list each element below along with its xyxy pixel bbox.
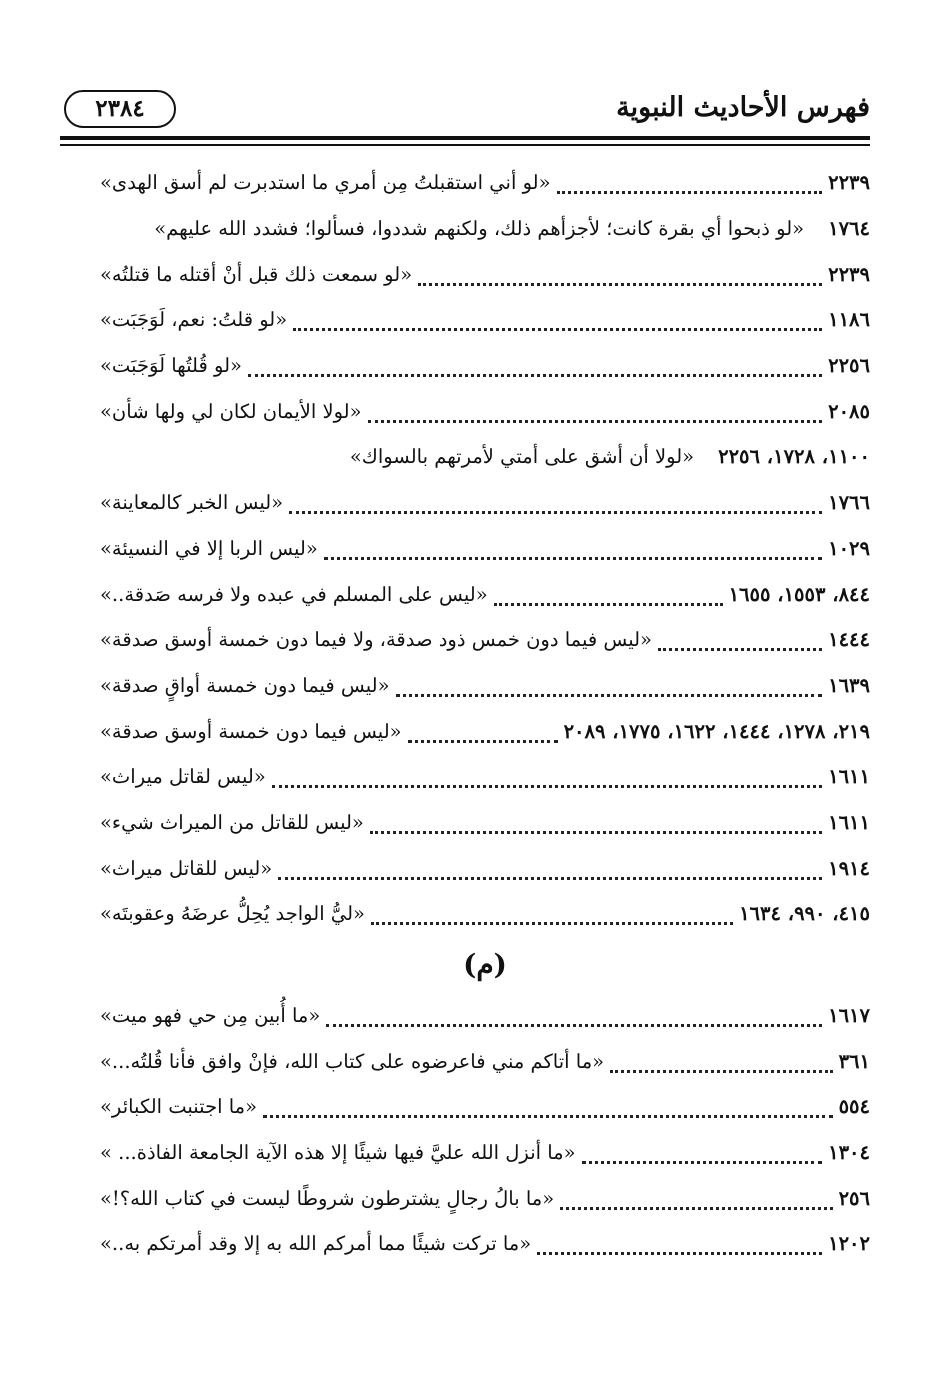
dot-leader bbox=[658, 628, 822, 651]
entry-ref: ١٤٤٤ bbox=[828, 628, 870, 652]
index-entry bbox=[100, 617, 870, 663]
entry-ref: ١٦١٧ bbox=[828, 1004, 870, 1028]
index-entry bbox=[100, 206, 870, 252]
index-entry bbox=[100, 800, 870, 846]
index-entry bbox=[100, 1130, 870, 1176]
dot-leader bbox=[326, 1004, 822, 1027]
dot-leader bbox=[324, 537, 822, 560]
index-entry bbox=[100, 297, 870, 343]
entry-text: «ليس الربا إلا في النسيئة» bbox=[100, 536, 318, 560]
index-entry bbox=[100, 845, 870, 891]
index-entry bbox=[100, 663, 870, 709]
entry-ref: ٥٥٤ bbox=[838, 1095, 870, 1119]
entry-text: «لو سمعت ذلك قبل أنْ أقتله ما قتلتُه» bbox=[100, 262, 413, 286]
entry-text: «لو قلتُ: نعم، لَوَجَبَت» bbox=[100, 308, 288, 332]
index-entry bbox=[100, 1221, 870, 1267]
entry-ref: ٨٤٤، ١٥٥٣، ١٦٥٥ bbox=[728, 582, 870, 606]
entry-ref: ١٠٢٩ bbox=[828, 536, 870, 560]
entry-ref: ١٦٣٩ bbox=[828, 673, 870, 697]
hadith-index-list bbox=[100, 160, 870, 1267]
dot-leader bbox=[810, 219, 822, 239]
dot-leader bbox=[418, 263, 822, 286]
header-rule-thin bbox=[60, 144, 870, 146]
entry-text: «ما أتاكم مني فاعرضوه على كتاب الله، فإنْ وافق فأنا قُلتُه...» bbox=[100, 1049, 605, 1073]
page-header bbox=[60, 88, 870, 136]
entry-text: «ما اجتنبت الكبائر» bbox=[100, 1095, 258, 1119]
index-entry bbox=[100, 891, 870, 937]
entry-ref: ٤١٥، ٩٩٠، ١٦٣٤ bbox=[739, 902, 870, 926]
dot-leader bbox=[289, 491, 822, 514]
index-entry bbox=[100, 388, 870, 434]
entry-ref: ١٦١١ bbox=[828, 810, 870, 834]
entry-text: «لو ذبحوا أي بقرة كانت؛ لأجزأهم ذلك، ولكنهم شددوا، فسألوا؛ فشدد الله عليهم» bbox=[154, 217, 805, 241]
entry-ref: ٢١٩، ١٢٧٨، ١٤٤٤، ١٦٢٢، ١٧٧٥، ٢٠٨٩ bbox=[563, 719, 870, 743]
section-letter-heading: (م) bbox=[463, 948, 507, 982]
entry-text: «ما أنزل الله عليَّ فيها شيئًا إلا هذه الآية الجامعة الفاذة... » bbox=[100, 1141, 576, 1165]
entry-text: «لو قُلتُها لَوَجَبَت» bbox=[100, 354, 242, 378]
entry-ref: ١٩١٤ bbox=[828, 856, 870, 880]
dot-leader bbox=[371, 902, 733, 925]
dot-leader bbox=[494, 583, 723, 606]
dot-leader bbox=[557, 171, 823, 194]
index-entry bbox=[100, 343, 870, 389]
entry-ref: ٢٢٣٩ bbox=[828, 171, 870, 195]
entry-ref: ١١٠٠، ١٧٢٨، ٢٢٥٦ bbox=[718, 445, 870, 469]
index-entry bbox=[100, 1175, 870, 1221]
entry-ref: ١٦١١ bbox=[828, 765, 870, 789]
index-entry bbox=[100, 754, 870, 800]
entry-ref: ٢٠٨٥ bbox=[828, 399, 870, 423]
entry-ref: ٢٢٣٩ bbox=[828, 262, 870, 286]
header-rule-thick bbox=[60, 136, 870, 140]
entry-ref: ٢٢٥٦ bbox=[828, 354, 870, 378]
page-number: ٢٣٨٤ bbox=[64, 90, 176, 128]
entry-text: «ما تركت شيئًا مما أمركم الله به إلا وقد أمرتكم به..» bbox=[100, 1232, 532, 1256]
entry-text: «لولا الأيمان لكان لي ولها شأن» bbox=[100, 399, 362, 423]
entry-text: «ليس الخبر كالمعاينة» bbox=[100, 491, 284, 515]
dot-leader bbox=[560, 1187, 832, 1210]
index-entry bbox=[100, 1084, 870, 1130]
dot-leader bbox=[408, 720, 558, 743]
dot-leader bbox=[582, 1141, 823, 1164]
dot-leader bbox=[278, 857, 822, 880]
index-entry bbox=[100, 526, 870, 572]
index-entry bbox=[100, 993, 870, 1039]
dot-leader bbox=[370, 811, 822, 834]
dot-leader bbox=[610, 1050, 832, 1073]
index-entry bbox=[100, 708, 870, 754]
entry-text: «ما أُبين مِن حي فهو ميت» bbox=[100, 1004, 321, 1028]
entry-text: «ليس للقاتل ميراث» bbox=[100, 856, 273, 880]
dot-leader bbox=[700, 447, 712, 467]
index-entry bbox=[100, 251, 870, 297]
entry-text: «لو أني استقبلتُ مِن أمري ما استدبرت لم أسق الهدى» bbox=[100, 171, 551, 195]
entry-ref: ٣٦١ bbox=[838, 1049, 870, 1073]
dot-leader bbox=[537, 1232, 822, 1255]
index-entry bbox=[100, 571, 870, 617]
entry-ref: ١٧٦٦ bbox=[828, 491, 870, 515]
entry-ref: ١٣٠٤ bbox=[828, 1141, 870, 1165]
entry-text: «ليُّ الواجد يُحِلُّ عرضَهُ وعقوبتَه» bbox=[100, 902, 365, 926]
index-entry bbox=[100, 160, 870, 206]
dot-leader bbox=[272, 765, 822, 788]
dot-leader bbox=[293, 308, 822, 331]
index-entry bbox=[100, 480, 870, 526]
entry-ref: ١١٨٦ bbox=[828, 308, 870, 332]
entry-ref: ١٧٦٤ bbox=[828, 217, 870, 241]
entry-text: «ليس فيما دون خمسة أواقٍ صدقة» bbox=[100, 673, 390, 697]
dot-leader bbox=[263, 1095, 833, 1118]
index-entry bbox=[100, 1038, 870, 1084]
running-title: فهرس الأحاديث النبوية bbox=[616, 92, 870, 123]
entry-text: «ليس للقاتل من الميراث شيء» bbox=[100, 810, 364, 834]
entry-text: «ليس فيما دون خمس ذود صدقة، ولا فيما دون خمسة أوسق صدقة» bbox=[100, 628, 652, 652]
index-entry bbox=[100, 434, 870, 480]
dot-leader bbox=[248, 354, 822, 377]
entry-text: «ليس فيما دون خمسة أوسق صدقة» bbox=[100, 719, 402, 743]
entry-text: «ما بالُ رجالٍ يشترطون شروطًا ليست في كتاب الله؟!» bbox=[100, 1186, 555, 1210]
entry-text: «ليس على المسلم في عبده ولا فرسه صَدقة..» bbox=[100, 582, 488, 606]
entry-ref: ١٢٠٢ bbox=[828, 1232, 870, 1256]
entry-text: «ليس لقاتل ميراث» bbox=[100, 765, 266, 789]
entry-text: «لولا أن أشق على أمتي لأمرتهم بالسواك» bbox=[349, 445, 695, 469]
dot-leader bbox=[396, 674, 823, 697]
entry-ref: ٢٥٦ bbox=[838, 1186, 870, 1210]
dot-leader bbox=[368, 400, 823, 423]
